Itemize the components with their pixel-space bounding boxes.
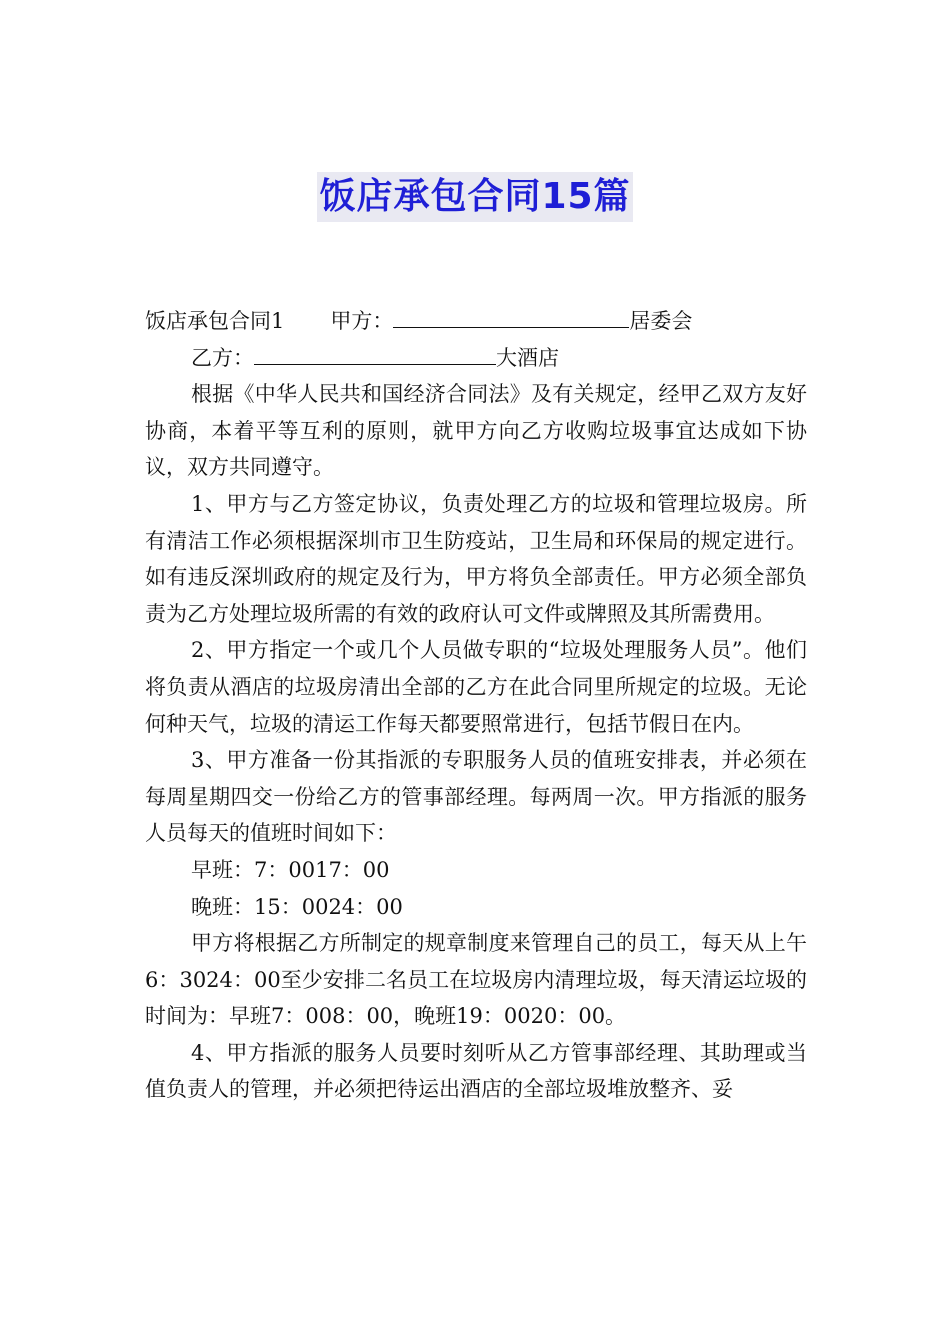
contract-heading: 饭店承包合同1 (145, 309, 285, 333)
party-b-blank-line (254, 342, 496, 365)
paragraph-clause-4: 4、甲方指派的服务人员要时刻听从乙方管事部经理、其助理或当值负责人的管理，并必须把待运出酒店的全部垃圾堆放整齐、妥 (145, 1040, 807, 1102)
title-container (0, 172, 950, 222)
party-b-suffix: 大酒店 (496, 345, 559, 370)
party-a-label: 甲方： (330, 309, 394, 333)
paragraph-clause-3: 3、甲方准备一份其指派的专职服务人员的值班安排表，并必须在每周星期四交一份给乙方的管事部经理。每两周一次。甲方指派的服务人员每天的值班时间如下： (145, 748, 807, 846)
document-title: 饭店承包合同15篇 (317, 172, 632, 222)
party-a-blank-line (393, 305, 629, 328)
document-body (145, 303, 807, 1108)
paragraph-clause-1: 1、甲方与乙方签定协议，负责处理乙方的垃圾和管理垃圾房。所有清洁工作必须根据深圳市卫生防疫站，卫生局和环保局的规定进行。如有违反深圳政府的规定及行为，甲方将负全部责任。甲方必须全部负责为乙方处理垃圾所需的有效的政府认可文件或牌照及其所需费用。 (145, 491, 807, 626)
paragraph-staff-schedule: 甲方将根据乙方所制定的规章制度来管理自己的员工，每天从上午6：3024：00至少安排二名员工在垃圾房内清理垃圾，每天清运垃圾的时间为：早班7：008：00，晚班19：0020：00。 (145, 931, 807, 1029)
party-b-label: 乙方： (191, 345, 254, 370)
party-b-line (145, 340, 807, 377)
paragraph-clause-2: 2、甲方指定一个或几个人员做专职的“垃圾处理服务人员”。他们将负责从酒店的垃圾房清出全部的乙方在此合同里所规定的垃圾。无论何种天气，垃圾的清运工作每天都要照常进行，包括节假日在内。 (145, 638, 807, 736)
morning-shift-line: 早班：7：0017：00 (191, 857, 390, 882)
party-a-suffix: 居委会 (629, 309, 693, 333)
contract-header-line (145, 303, 807, 340)
paragraph-intro: 根据《中华人民共和国经济合同法》及有关规定，经甲乙双方友好协商，本着平等互利的原则，就甲方向乙方收购垃圾事宜达成如下协议，双方共同遵守。 (145, 382, 807, 480)
evening-shift-line: 晚班：15：0024：00 (191, 894, 403, 919)
